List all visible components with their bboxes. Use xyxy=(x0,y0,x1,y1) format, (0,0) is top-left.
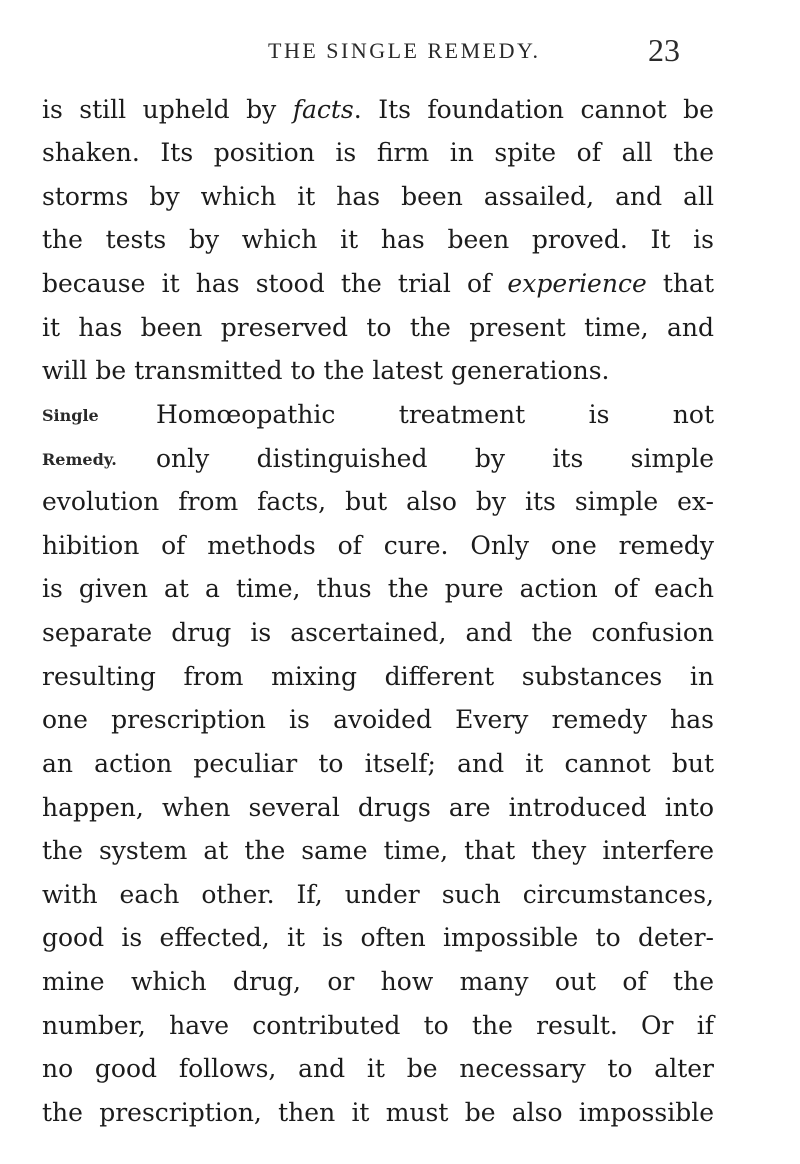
margin-note-remedy: Remedy. xyxy=(42,450,117,469)
text-line-1: is still upheld by facts. Its foundation cannot be xyxy=(42,95,714,124)
text-line-13: separate drug is ascertained, and the confusion xyxy=(42,618,714,647)
text-line-17: happen, when several drugs are introduced into xyxy=(42,793,714,822)
text-line-23: no good follows, and it be necessary to alter xyxy=(42,1054,714,1083)
text-line-16: an action peculiar to itself; and it cannot but xyxy=(42,749,714,778)
italic-word-facts: facts xyxy=(292,95,354,124)
text-line-10: evolution from facts, but also by its simple ex- xyxy=(42,487,714,516)
text-line-6: it has been preserved to the present time, and xyxy=(42,313,714,342)
text-line-22: number, have contributed to the result. Or if xyxy=(42,1011,714,1040)
text-line-20: good is effected, it is often impossible to deter- xyxy=(42,923,714,952)
text-line-8: Homœopathic treatment is not xyxy=(156,400,714,429)
text-line-7: will be transmitted to the latest generations. xyxy=(42,356,610,385)
text-line-19: with each other. If, under such circumstances, xyxy=(42,880,714,909)
text-line-15: one prescription is avoided Every remedy has xyxy=(42,705,714,734)
text-line-11: hibition of methods of cure. Only one remedy xyxy=(42,531,714,560)
margin-note-single: Single xyxy=(42,406,99,425)
italic-word-experience: experience xyxy=(507,269,647,298)
running-title: THE SINGLE REMEDY. xyxy=(268,38,541,63)
running-head xyxy=(0,32,800,68)
text-line-9: only distinguished by its simple xyxy=(156,444,714,473)
text-line-12: is given at a time, thus the pure action of each xyxy=(42,574,714,603)
text-line-14: resulting from mixing different substances in xyxy=(42,662,714,691)
text-line-4: the tests by which it has been proved. It is xyxy=(42,225,714,254)
text-line-24: the prescription, then it must be also impossible xyxy=(42,1098,714,1127)
text-line-18: the system at the same time, that they interfere xyxy=(42,836,714,865)
page-number: 23 xyxy=(648,32,680,68)
text-line-21: mine which drug, or how many out of the xyxy=(42,967,714,996)
text-line-3: storms by which it has been assailed, and all xyxy=(42,182,714,211)
text-line-2: shaken. Its position is firm in spite of all the xyxy=(42,138,714,167)
text-line-5: because it has stood the trial of experience that xyxy=(42,269,715,298)
